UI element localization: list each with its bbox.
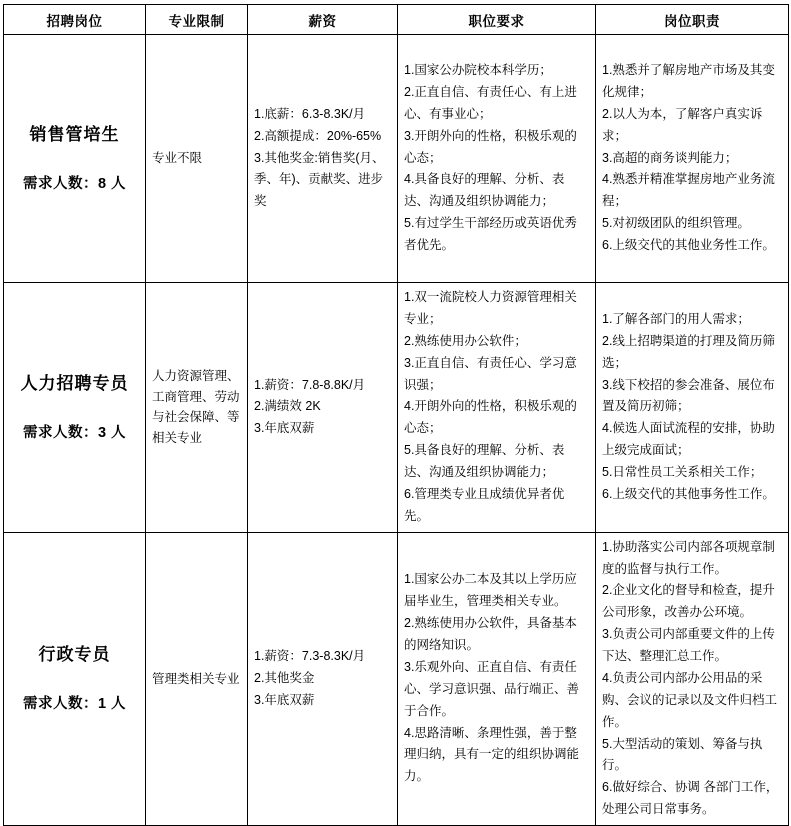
requirement-line: 5.具备良好的理解、分析、表达、沟通及组织协调能力； <box>404 443 565 479</box>
salary-cell <box>248 532 398 825</box>
duties-list <box>602 537 782 821</box>
duty-line: 4.熟悉并精准掌握房地产业务流程； <box>602 172 775 209</box>
duties-cell <box>596 283 789 533</box>
salary-line: 3.年底双薪 <box>254 421 315 436</box>
requirement-line: 6.管理类专业且成绩优异者优先。 <box>404 486 565 523</box>
duty-line: 3.线下校招的参会准备、展位布置及简历初筛； <box>602 377 775 414</box>
duty-line: 1.协助落实公司内部各项规章制度的监督与执行工作。 <box>602 539 775 576</box>
duty-line: 1.熟悉并了解房地产市场及其变化规律； <box>602 63 775 99</box>
duty-line: 3.负责公司内部重要文件的上传下达、整理汇总工作。 <box>602 627 775 663</box>
salary-cell <box>248 283 398 533</box>
post-headcount: 需求人数：8 人 <box>22 176 127 193</box>
duties-list <box>602 309 782 506</box>
post-title: 销售管培生 <box>29 124 120 144</box>
column-header-salary: 薪资 <box>248 5 398 35</box>
post-headcount: 需求人数：1 人 <box>22 696 127 713</box>
post-cell <box>4 532 146 825</box>
duty-line: 6.上级交代的其他事务性工作。 <box>602 486 775 501</box>
duty-line: 4.负责公司内部办公用品的采购、会议的记录以及文件归档工作。 <box>602 670 778 729</box>
salary-line: 3.年底双薪 <box>254 692 315 707</box>
duty-line: 5.大型活动的策划、筹备与执行。 <box>602 736 763 773</box>
major-cell <box>146 35 248 283</box>
requirements-list <box>404 569 589 788</box>
requirement-line: 3.开朗外向的性格，积极乐观的心态； <box>404 128 577 165</box>
duty-line: 5.对初级团队的组织管理。 <box>602 216 750 231</box>
requirements-cell <box>398 35 596 283</box>
salary-cell <box>248 35 398 283</box>
table-body <box>4 35 789 826</box>
post-headcount: 需求人数：3 人 <box>22 424 127 441</box>
table-header <box>4 5 789 35</box>
requirements-list <box>404 60 589 257</box>
salary-line: 2.其他奖金 <box>254 670 315 685</box>
salary-line: 1.底薪：6.3-8.3K/月 <box>254 106 366 121</box>
requirement-line: 2.熟练使用办公软件，具备基本的网络知识。 <box>404 616 577 653</box>
duty-line: 2.以人为本，了解客户真实诉求； <box>602 106 763 143</box>
requirement-line: 4.具备良好的理解、分析、表达、沟通及组织协调能力； <box>404 172 565 209</box>
duty-line: 4.候选人面试流程的安排，协助上级完成面试； <box>602 421 775 458</box>
requirement-line: 2.熟练使用办公软件； <box>404 333 527 348</box>
post-cell <box>4 35 146 283</box>
requirements-cell <box>398 532 596 825</box>
requirements-cell <box>398 283 596 533</box>
major-cell <box>146 283 248 533</box>
salary-line: 1.薪资：7.3-8.3K/月 <box>254 649 366 663</box>
major-line: 人力资源管理、工商管理、劳动与社会保障、等相关专业 <box>152 369 240 445</box>
duty-line: 1.了解各部门的用人需求； <box>602 311 750 326</box>
major-cell <box>146 532 248 825</box>
recruitment-table <box>3 4 789 826</box>
requirement-line: 2.正直自信、有责任心、有上进心、有事业心； <box>404 84 577 121</box>
salary-line: 3.其他奖金:销售奖(月、季、年)、贡献奖、进步奖 <box>254 150 385 209</box>
post-title: 人力招聘专员 <box>20 373 129 393</box>
requirement-line: 5.有过学生干部经历或英语优秀者优先。 <box>404 216 577 253</box>
duty-line: 6.做好综合、协调 各部门工作，处理公司日常事务。 <box>602 780 779 817</box>
duty-line: 2.企业文化的督导和检查，提升公司形象，改善办公环境。 <box>602 583 775 620</box>
duties-cell <box>596 35 789 283</box>
post-cell <box>4 283 146 533</box>
requirement-line: 3.乐观外向、正直自信、有责任心、学习意识强、品行端正、善于合作。 <box>404 659 580 718</box>
salary-line: 2.满绩效 2K <box>254 399 321 414</box>
major-line: 专业不限 <box>152 151 203 166</box>
salary-list <box>254 375 391 441</box>
major-line: 管理类相关专业 <box>152 671 240 686</box>
column-header-post: 招聘岗位 <box>4 5 146 35</box>
requirements-list <box>404 287 589 528</box>
column-header-duties: 岗位职责 <box>596 5 789 35</box>
major-list <box>152 148 241 169</box>
major-list <box>152 366 241 449</box>
duties-cell <box>596 532 789 825</box>
salary-list <box>254 646 391 712</box>
table-row <box>4 35 789 283</box>
requirement-line: 1.双一流院校人力资源管理相关专业； <box>404 290 577 326</box>
salary-list <box>254 104 391 213</box>
salary-line: 2.高额提成：20%-65% <box>254 128 382 143</box>
duties-list <box>602 60 782 257</box>
salary-line: 1.薪资：7.8-8.8K/月 <box>254 377 366 392</box>
duty-line: 5.日常性员工关系相关工作； <box>602 465 763 479</box>
requirement-line: 4.思路清晰、条理性强，善于整理归纳，具有一定的组织协调能力。 <box>404 725 580 784</box>
requirement-line: 4.开朗外向的性格，积极乐观的心态； <box>404 399 577 436</box>
column-header-requirements: 职位要求 <box>398 5 596 35</box>
table-header-row <box>4 5 789 35</box>
requirement-line: 3.正直自信、有责任心、学习意识强； <box>404 355 577 392</box>
major-list <box>152 669 241 690</box>
column-header-major: 专业限制 <box>146 5 248 35</box>
duty-line: 3.高超的商务谈判能力； <box>602 150 738 165</box>
duty-line: 6.上级交代的其他业务性工作。 <box>602 238 775 253</box>
post-title: 行政专员 <box>38 645 111 665</box>
table-row <box>4 283 789 533</box>
table-row <box>4 532 789 825</box>
duty-line: 2.线上招聘渠道的打理及简历筛选； <box>602 333 775 370</box>
requirement-line: 1.国家公办二本及其以上学历应届毕业生，管理类相关专业。 <box>404 572 577 609</box>
requirement-line: 1.国家公办院校本科学历； <box>404 63 552 78</box>
